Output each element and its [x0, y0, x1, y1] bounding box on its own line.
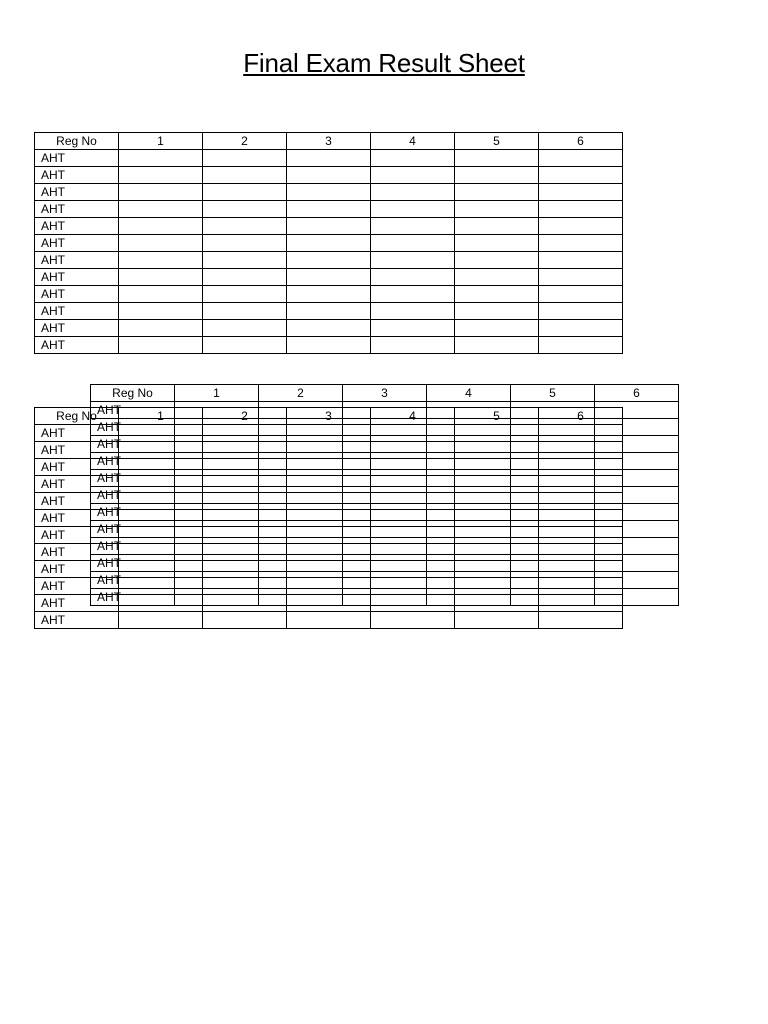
subject-header: 1 — [119, 408, 203, 425]
table-row — [91, 419, 679, 436]
mark-cell[interactable] — [455, 167, 539, 184]
mark-cell[interactable] — [287, 286, 371, 303]
mark-cell[interactable] — [287, 612, 371, 629]
table-row — [35, 167, 623, 184]
table-row — [91, 589, 679, 606]
mark-cell[interactable] — [203, 184, 287, 201]
table-row — [91, 402, 679, 419]
mark-cell[interactable] — [287, 184, 371, 201]
table-row — [35, 269, 623, 286]
mark-cell[interactable] — [259, 402, 343, 419]
mark-cell[interactable] — [371, 167, 455, 184]
mark-cell[interactable] — [371, 201, 455, 218]
mark-cell[interactable] — [203, 150, 287, 167]
table-row — [91, 453, 679, 470]
mark-cell[interactable] — [343, 402, 427, 419]
mark-cell[interactable] — [539, 235, 623, 252]
reg-no-cell: AHT — [35, 235, 119, 252]
mark-cell[interactable] — [343, 470, 427, 487]
table-row — [91, 521, 679, 538]
mark-cell[interactable] — [371, 252, 455, 269]
mark-cell[interactable] — [259, 436, 343, 453]
table-header-row — [91, 385, 679, 402]
subject-header: 5 — [455, 133, 539, 150]
mark-cell[interactable] — [287, 235, 371, 252]
subject-header: 2 — [203, 133, 287, 150]
mark-cell[interactable] — [343, 521, 427, 538]
reg-no-cell: AHT — [35, 150, 119, 167]
mark-cell[interactable] — [511, 436, 595, 453]
reg-no-cell: AHT — [35, 303, 119, 320]
mark-cell[interactable] — [259, 470, 343, 487]
mark-cell[interactable] — [119, 269, 203, 286]
reg-no-cell: AHT — [35, 561, 119, 578]
subject-header: 3 — [343, 385, 427, 402]
mark-cell[interactable] — [427, 589, 511, 606]
table-row — [35, 286, 623, 303]
subject-header: 6 — [595, 385, 679, 402]
mark-cell[interactable] — [539, 612, 623, 629]
mark-cell[interactable] — [175, 436, 259, 453]
mark-cell[interactable] — [119, 252, 203, 269]
mark-cell[interactable] — [371, 303, 455, 320]
mark-cell[interactable] — [539, 184, 623, 201]
mark-cell[interactable] — [455, 269, 539, 286]
mark-cell[interactable] — [203, 218, 287, 235]
mark-cell[interactable] — [539, 150, 623, 167]
mark-cell[interactable] — [287, 337, 371, 354]
subject-header: 4 — [427, 385, 511, 402]
table-row — [35, 337, 623, 354]
mark-cell[interactable] — [119, 612, 203, 629]
mark-cell[interactable] — [203, 303, 287, 320]
reg-no-cell: AHT — [35, 320, 119, 337]
mark-cell[interactable] — [287, 150, 371, 167]
subject-header: 6 — [539, 133, 623, 150]
mark-cell[interactable] — [203, 320, 287, 337]
mark-cell[interactable] — [371, 184, 455, 201]
table-row — [35, 184, 623, 201]
reg-no-cell: AHT — [91, 521, 175, 538]
subject-header: 6 — [539, 408, 623, 425]
mark-cell[interactable] — [119, 337, 203, 354]
mark-cell[interactable] — [455, 235, 539, 252]
mark-cell[interactable] — [427, 487, 511, 504]
mark-cell[interactable] — [427, 572, 511, 589]
mark-cell[interactable] — [427, 555, 511, 572]
mark-cell[interactable] — [259, 555, 343, 572]
mark-cell[interactable] — [175, 521, 259, 538]
reg-no-cell: AHT — [91, 487, 175, 504]
mark-cell[interactable] — [119, 201, 203, 218]
mark-cell[interactable] — [539, 320, 623, 337]
mark-cell[interactable] — [119, 218, 203, 235]
reg-no-cell: AHT — [35, 493, 119, 510]
mark-cell[interactable] — [175, 470, 259, 487]
reg-no-cell: AHT — [35, 184, 119, 201]
mark-cell[interactable] — [175, 572, 259, 589]
mark-cell[interactable] — [175, 487, 259, 504]
mark-cell[interactable] — [427, 453, 511, 470]
mark-cell[interactable] — [427, 419, 511, 436]
reg-no-header: Reg No — [91, 385, 175, 402]
mark-cell[interactable] — [287, 269, 371, 286]
reg-no-cell: AHT — [35, 252, 119, 269]
mark-cell[interactable] — [455, 286, 539, 303]
reg-no-cell: AHT — [35, 595, 119, 612]
reg-no-cell: AHT — [35, 269, 119, 286]
mark-cell[interactable] — [259, 453, 343, 470]
reg-no-cell: AHT — [35, 612, 119, 629]
mark-cell[interactable] — [595, 555, 679, 572]
reg-no-cell: AHT — [35, 544, 119, 561]
mark-cell[interactable] — [595, 453, 679, 470]
mark-cell[interactable] — [119, 320, 203, 337]
mark-cell[interactable] — [455, 337, 539, 354]
mark-cell[interactable] — [371, 269, 455, 286]
mark-cell[interactable] — [343, 572, 427, 589]
mark-cell[interactable] — [455, 201, 539, 218]
mark-cell[interactable] — [203, 201, 287, 218]
mark-cell[interactable] — [371, 337, 455, 354]
reg-no-cell: AHT — [35, 201, 119, 218]
subject-header: 3 — [287, 408, 371, 425]
reg-no-cell: AHT — [91, 402, 175, 419]
result-table-1 — [34, 132, 623, 354]
reg-no-cell: AHT — [35, 286, 119, 303]
mark-cell[interactable] — [595, 487, 679, 504]
table-row — [35, 150, 623, 167]
mark-cell[interactable] — [455, 150, 539, 167]
mark-cell[interactable] — [175, 504, 259, 521]
mark-cell[interactable] — [287, 167, 371, 184]
mark-cell[interactable] — [455, 320, 539, 337]
mark-cell[interactable] — [595, 572, 679, 589]
mark-cell[interactable] — [343, 555, 427, 572]
mark-cell[interactable] — [287, 218, 371, 235]
reg-no-cell: AHT — [35, 578, 119, 595]
mark-cell[interactable] — [595, 402, 679, 419]
subject-header: 4 — [371, 408, 455, 425]
mark-cell[interactable] — [511, 521, 595, 538]
mark-cell[interactable] — [595, 419, 679, 436]
reg-no-cell: AHT — [91, 538, 175, 555]
mark-cell[interactable] — [371, 218, 455, 235]
mark-cell[interactable] — [343, 487, 427, 504]
mark-cell[interactable] — [539, 252, 623, 269]
mark-cell[interactable] — [119, 167, 203, 184]
subject-header: 2 — [203, 408, 287, 425]
page-title: Final Exam Result Sheet — [243, 48, 525, 78]
mark-cell[interactable] — [511, 538, 595, 555]
mark-cell[interactable] — [343, 436, 427, 453]
reg-no-cell: AHT — [91, 419, 175, 436]
subject-header: 4 — [371, 133, 455, 150]
reg-no-cell: AHT — [35, 425, 119, 442]
mark-cell[interactable] — [259, 487, 343, 504]
mark-cell[interactable] — [427, 402, 511, 419]
mark-cell[interactable] — [511, 453, 595, 470]
mark-cell[interactable] — [259, 572, 343, 589]
reg-no-cell: AHT — [35, 510, 119, 527]
table-row — [35, 235, 623, 252]
mark-cell[interactable] — [203, 252, 287, 269]
mark-cell[interactable] — [511, 470, 595, 487]
mark-cell[interactable] — [343, 589, 427, 606]
mark-cell[interactable] — [455, 612, 539, 629]
mark-cell[interactable] — [455, 303, 539, 320]
table-row — [35, 612, 623, 629]
mark-cell[interactable] — [595, 470, 679, 487]
mark-cell[interactable] — [371, 612, 455, 629]
mark-cell[interactable] — [539, 269, 623, 286]
mark-cell[interactable] — [511, 504, 595, 521]
mark-cell[interactable] — [427, 436, 511, 453]
reg-no-cell: AHT — [35, 476, 119, 493]
mark-cell[interactable] — [343, 419, 427, 436]
reg-no-cell: AHT — [91, 470, 175, 487]
table-row — [91, 487, 679, 504]
subject-header: 1 — [175, 385, 259, 402]
mark-cell[interactable] — [455, 218, 539, 235]
subject-header: 5 — [455, 408, 539, 425]
mark-cell[interactable] — [539, 286, 623, 303]
mark-cell[interactable] — [595, 436, 679, 453]
mark-cell[interactable] — [287, 201, 371, 218]
mark-cell[interactable] — [511, 487, 595, 504]
mark-cell[interactable] — [371, 286, 455, 303]
reg-no-cell: AHT — [91, 453, 175, 470]
table-row — [35, 252, 623, 269]
subject-header: 5 — [511, 385, 595, 402]
mark-cell[interactable] — [539, 218, 623, 235]
reg-no-header: Reg No — [35, 408, 119, 425]
mark-cell[interactable] — [511, 419, 595, 436]
mark-cell[interactable] — [343, 538, 427, 555]
mark-cell[interactable] — [259, 538, 343, 555]
mark-cell[interactable] — [595, 538, 679, 555]
mark-cell[interactable] — [511, 555, 595, 572]
reg-no-cell: AHT — [35, 218, 119, 235]
table-row — [91, 555, 679, 572]
mark-cell[interactable] — [287, 303, 371, 320]
mark-cell[interactable] — [119, 150, 203, 167]
table-row — [91, 504, 679, 521]
reg-no-cell: AHT — [91, 504, 175, 521]
table-row — [35, 320, 623, 337]
mark-cell[interactable] — [371, 235, 455, 252]
mark-cell[interactable] — [119, 235, 203, 252]
reg-no-cell: AHT — [91, 436, 175, 453]
mark-cell[interactable] — [175, 538, 259, 555]
table-row — [91, 470, 679, 487]
mark-cell[interactable] — [259, 589, 343, 606]
mark-cell[interactable] — [343, 453, 427, 470]
mark-cell[interactable] — [119, 303, 203, 320]
mark-cell[interactable] — [511, 402, 595, 419]
table-row — [91, 572, 679, 589]
mark-cell[interactable] — [203, 612, 287, 629]
mark-cell[interactable] — [455, 184, 539, 201]
mark-cell[interactable] — [511, 589, 595, 606]
mark-cell[interactable] — [539, 201, 623, 218]
mark-cell[interactable] — [427, 504, 511, 521]
subject-header: 2 — [259, 385, 343, 402]
table-row — [35, 201, 623, 218]
mark-cell[interactable] — [203, 286, 287, 303]
mark-cell[interactable] — [259, 419, 343, 436]
mark-cell[interactable] — [511, 572, 595, 589]
mark-cell[interactable] — [371, 150, 455, 167]
mark-cell[interactable] — [119, 184, 203, 201]
mark-cell[interactable] — [203, 269, 287, 286]
mark-cell[interactable] — [175, 453, 259, 470]
reg-no-cell: AHT — [35, 442, 119, 459]
mark-cell[interactable] — [427, 538, 511, 555]
reg-no-cell: AHT — [91, 589, 175, 606]
mark-cell[interactable] — [203, 235, 287, 252]
mark-cell[interactable] — [259, 504, 343, 521]
mark-cell[interactable] — [203, 167, 287, 184]
mark-cell[interactable] — [343, 504, 427, 521]
mark-cell[interactable] — [175, 402, 259, 419]
mark-cell[interactable] — [287, 252, 371, 269]
table-row — [91, 436, 679, 453]
mark-cell[interactable] — [175, 555, 259, 572]
table-header-row — [35, 133, 623, 150]
reg-no-cell: AHT — [35, 337, 119, 354]
mark-cell[interactable] — [455, 252, 539, 269]
table-row — [91, 538, 679, 555]
reg-no-cell: AHT — [35, 527, 119, 544]
mark-cell[interactable] — [371, 320, 455, 337]
mark-cell[interactable] — [119, 286, 203, 303]
mark-cell[interactable] — [259, 521, 343, 538]
mark-cell[interactable] — [595, 521, 679, 538]
mark-cell[interactable] — [427, 521, 511, 538]
mark-cell[interactable] — [175, 589, 259, 606]
table-row — [35, 218, 623, 235]
reg-no-cell: AHT — [35, 167, 119, 184]
mark-cell[interactable] — [595, 504, 679, 521]
mark-cell[interactable] — [203, 337, 287, 354]
mark-cell[interactable] — [539, 167, 623, 184]
reg-no-header: Reg No — [35, 133, 119, 150]
mark-cell[interactable] — [427, 470, 511, 487]
mark-cell[interactable] — [175, 419, 259, 436]
subject-header: 3 — [287, 133, 371, 150]
reg-no-cell: AHT — [91, 572, 175, 589]
subject-header: 1 — [119, 133, 203, 150]
mark-cell[interactable] — [539, 303, 623, 320]
result-table-3 — [90, 384, 679, 606]
mark-cell[interactable] — [287, 320, 371, 337]
reg-no-cell: AHT — [91, 555, 175, 572]
reg-no-cell: AHT — [35, 459, 119, 476]
mark-cell[interactable] — [539, 337, 623, 354]
mark-cell[interactable] — [595, 589, 679, 606]
table-row — [35, 303, 623, 320]
